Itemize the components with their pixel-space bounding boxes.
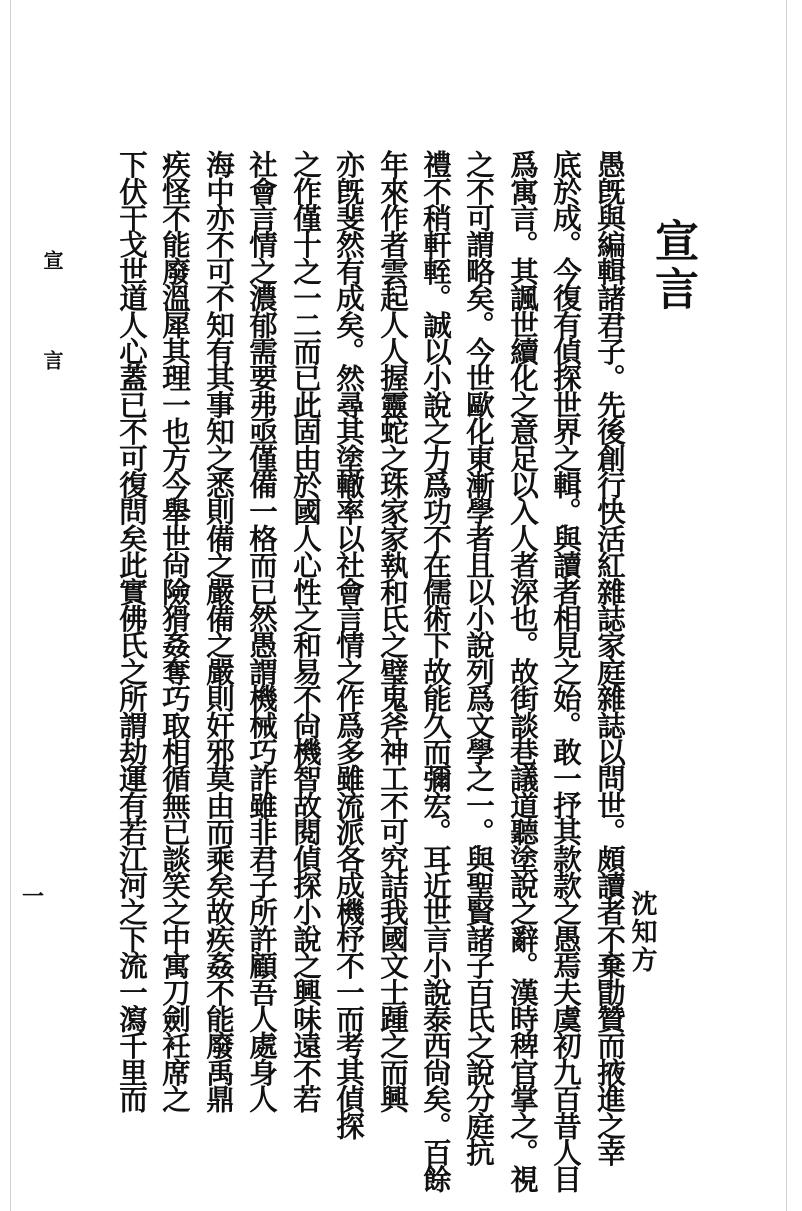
scan-edge-left	[10, 0, 11, 1211]
page-number: 一	[22, 884, 45, 910]
text-column-5: 禮不稍軒輊。誠以小說之力爲功不在儒術下故能久而彌宏。耳近世言小說泰西尙矣。百餘	[419, 150, 453, 1192]
text-column-10: 海中亦不可不知有其事知之悉則備之嚴備之嚴則奸邪莫由而乘矣故疾姦不能廢禹鼎	[202, 150, 236, 1112]
text-column-3: 爲寓言。其諷世續化之意足以入人者深也。故街談巷議道聽塗說之辭。漢時稗官掌之。視	[506, 150, 540, 1192]
text-column-1: 愚旣與編輯諸君子。先後創行快活紅雜誌家庭雜誌以問世。頗讀者不棄勖贊而掖進之幸	[593, 150, 627, 1165]
text-column-11: 疾怪不能廢溫犀其理一也方今舉世尙險猾姦奪巧取相循無已談笑之中寓刀劍衽席之	[158, 150, 192, 1112]
scan-edge-right	[786, 0, 787, 1211]
author-name: 沈知方	[627, 890, 657, 974]
text-column-2: 底於成。今復有偵探世界之輯。與讀者相見之始。敢一抒其款款之愚焉夫虞初九百昔人目	[549, 150, 583, 1192]
text-column-4: 之不可謂略矣。今世歐化東漸學者且以小說列爲文學之一。與聖賢諸子百氏之說分庭抗	[462, 150, 496, 1165]
text-column-7: 亦旣斐然有成矣。然尋其塗轍率以社會言情之作爲多雖流派各成機杼不一而考其偵探	[332, 150, 366, 1138]
text-column-8: 之作僅十之一二而已此固由於國人心性之和易不尙機智故閱偵探小說之興味遠不若	[289, 150, 323, 1112]
page-title: 宣言	[647, 218, 698, 314]
margin-label-bottom: 言	[40, 350, 64, 370]
text-column-12: 下伏干戈世道人心蓋已不可復問矣此實佛氏之所謂劫運有若江河之下流一瀉千里而	[115, 150, 149, 1112]
text-column-6: 年來作者雲起人人握靈蛇之珠家家執和氏之璧鬼斧神工不可究詰我國文士踵之而興	[376, 150, 410, 1112]
text-column-9: 社會言情之濃郁需要弗亟僅備一格而已然愚謂機械巧詐雖非君子所許顧吾人處身人	[245, 150, 279, 1112]
margin-label-top: 宣	[40, 250, 64, 270]
